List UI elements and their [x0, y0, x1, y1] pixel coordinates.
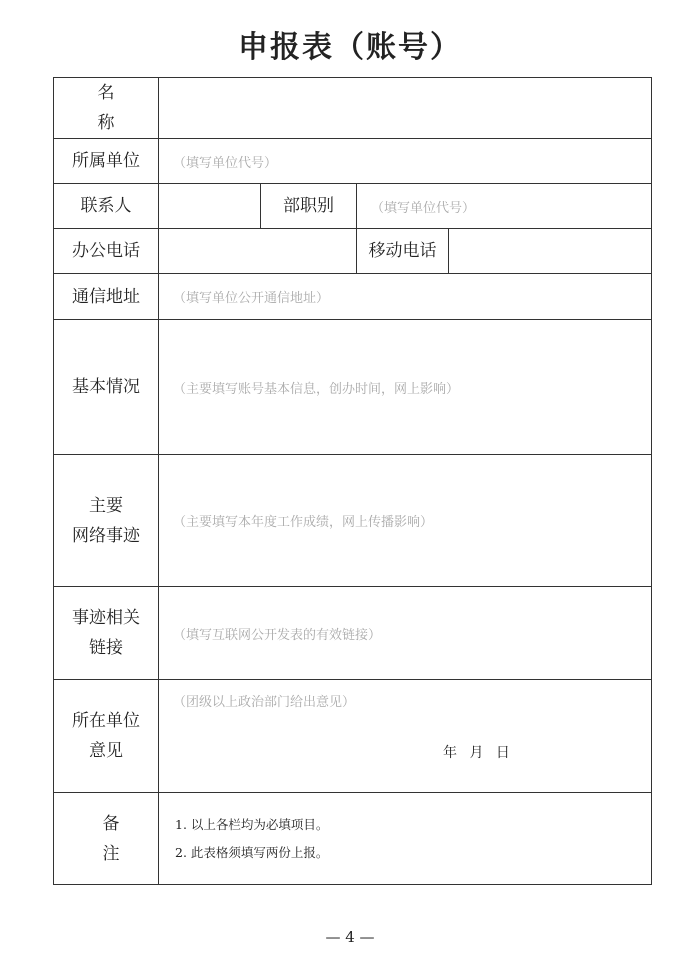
row-opinion — [54, 680, 652, 793]
address-field[interactable]: （填写单位公开通信地址） — [159, 274, 652, 320]
form-title: 申报表（账号） — [238, 30, 462, 65]
deeds-label-line2: 网络事迹 — [72, 525, 140, 546]
opinion-hint: （团级以上政治部门给出意见） — [173, 695, 356, 710]
deeds-field[interactable]: （主要填写本年度工作成绩，网上传播影响） — [159, 455, 652, 587]
contact-label: 联系人 — [54, 184, 159, 229]
remark-item-2: 2. 此表格须填写两份上报。 — [175, 844, 329, 860]
row-unit — [54, 139, 652, 184]
links-label-line1: 事迹相关 — [72, 608, 140, 628]
address-label: 通信地址 — [54, 274, 159, 320]
dept-field[interactable]: （填写单位代号） — [357, 184, 652, 229]
links-label — [54, 587, 159, 680]
application-form-table — [53, 77, 652, 885]
row-deeds — [54, 455, 652, 587]
name-label: 名称 — [54, 78, 159, 139]
deeds-label-line1: 主要 — [89, 495, 123, 516]
opinion-label-line2: 意见 — [89, 741, 123, 761]
row-remarks — [54, 793, 652, 885]
remarks-label: 备 注 — [54, 793, 159, 885]
unit-label: 所属单位 — [54, 139, 159, 184]
opinion-field[interactable] — [159, 680, 652, 793]
links-label-line2: 链接 — [89, 638, 123, 658]
contact-field[interactable] — [159, 184, 261, 229]
row-links — [54, 587, 652, 680]
dept-label: 部职别 — [261, 184, 357, 229]
links-field[interactable]: （填写互联网公开发表的有效链接） — [159, 587, 652, 680]
opinion-label-line1: 所在单位 — [72, 711, 140, 731]
mobile-label: 移动电话 — [357, 229, 449, 274]
basic-label: 基本情况 — [54, 320, 159, 455]
office-phone-field[interactable] — [159, 229, 357, 274]
office-phone-label: 办公电话 — [54, 229, 159, 274]
row-name — [54, 78, 652, 139]
name-field[interactable] — [159, 78, 652, 139]
mobile-field[interactable] — [449, 229, 652, 274]
row-address — [54, 274, 652, 320]
remark-item-1: 1. 以上各栏均为必填项目。 — [175, 816, 329, 832]
row-contact — [54, 184, 652, 229]
page-number: — 4 — — [325, 928, 375, 946]
unit-field[interactable]: （填写单位代号） — [159, 139, 652, 184]
deeds-label — [54, 455, 159, 587]
basic-field[interactable]: （主要填写账号基本信息，创办时间，网上影响） — [159, 320, 652, 455]
opinion-label — [54, 680, 159, 793]
row-phone — [54, 229, 652, 274]
opinion-date: 年 月 日 — [443, 745, 510, 761]
row-basic — [54, 320, 652, 455]
remarks-content — [159, 793, 652, 885]
